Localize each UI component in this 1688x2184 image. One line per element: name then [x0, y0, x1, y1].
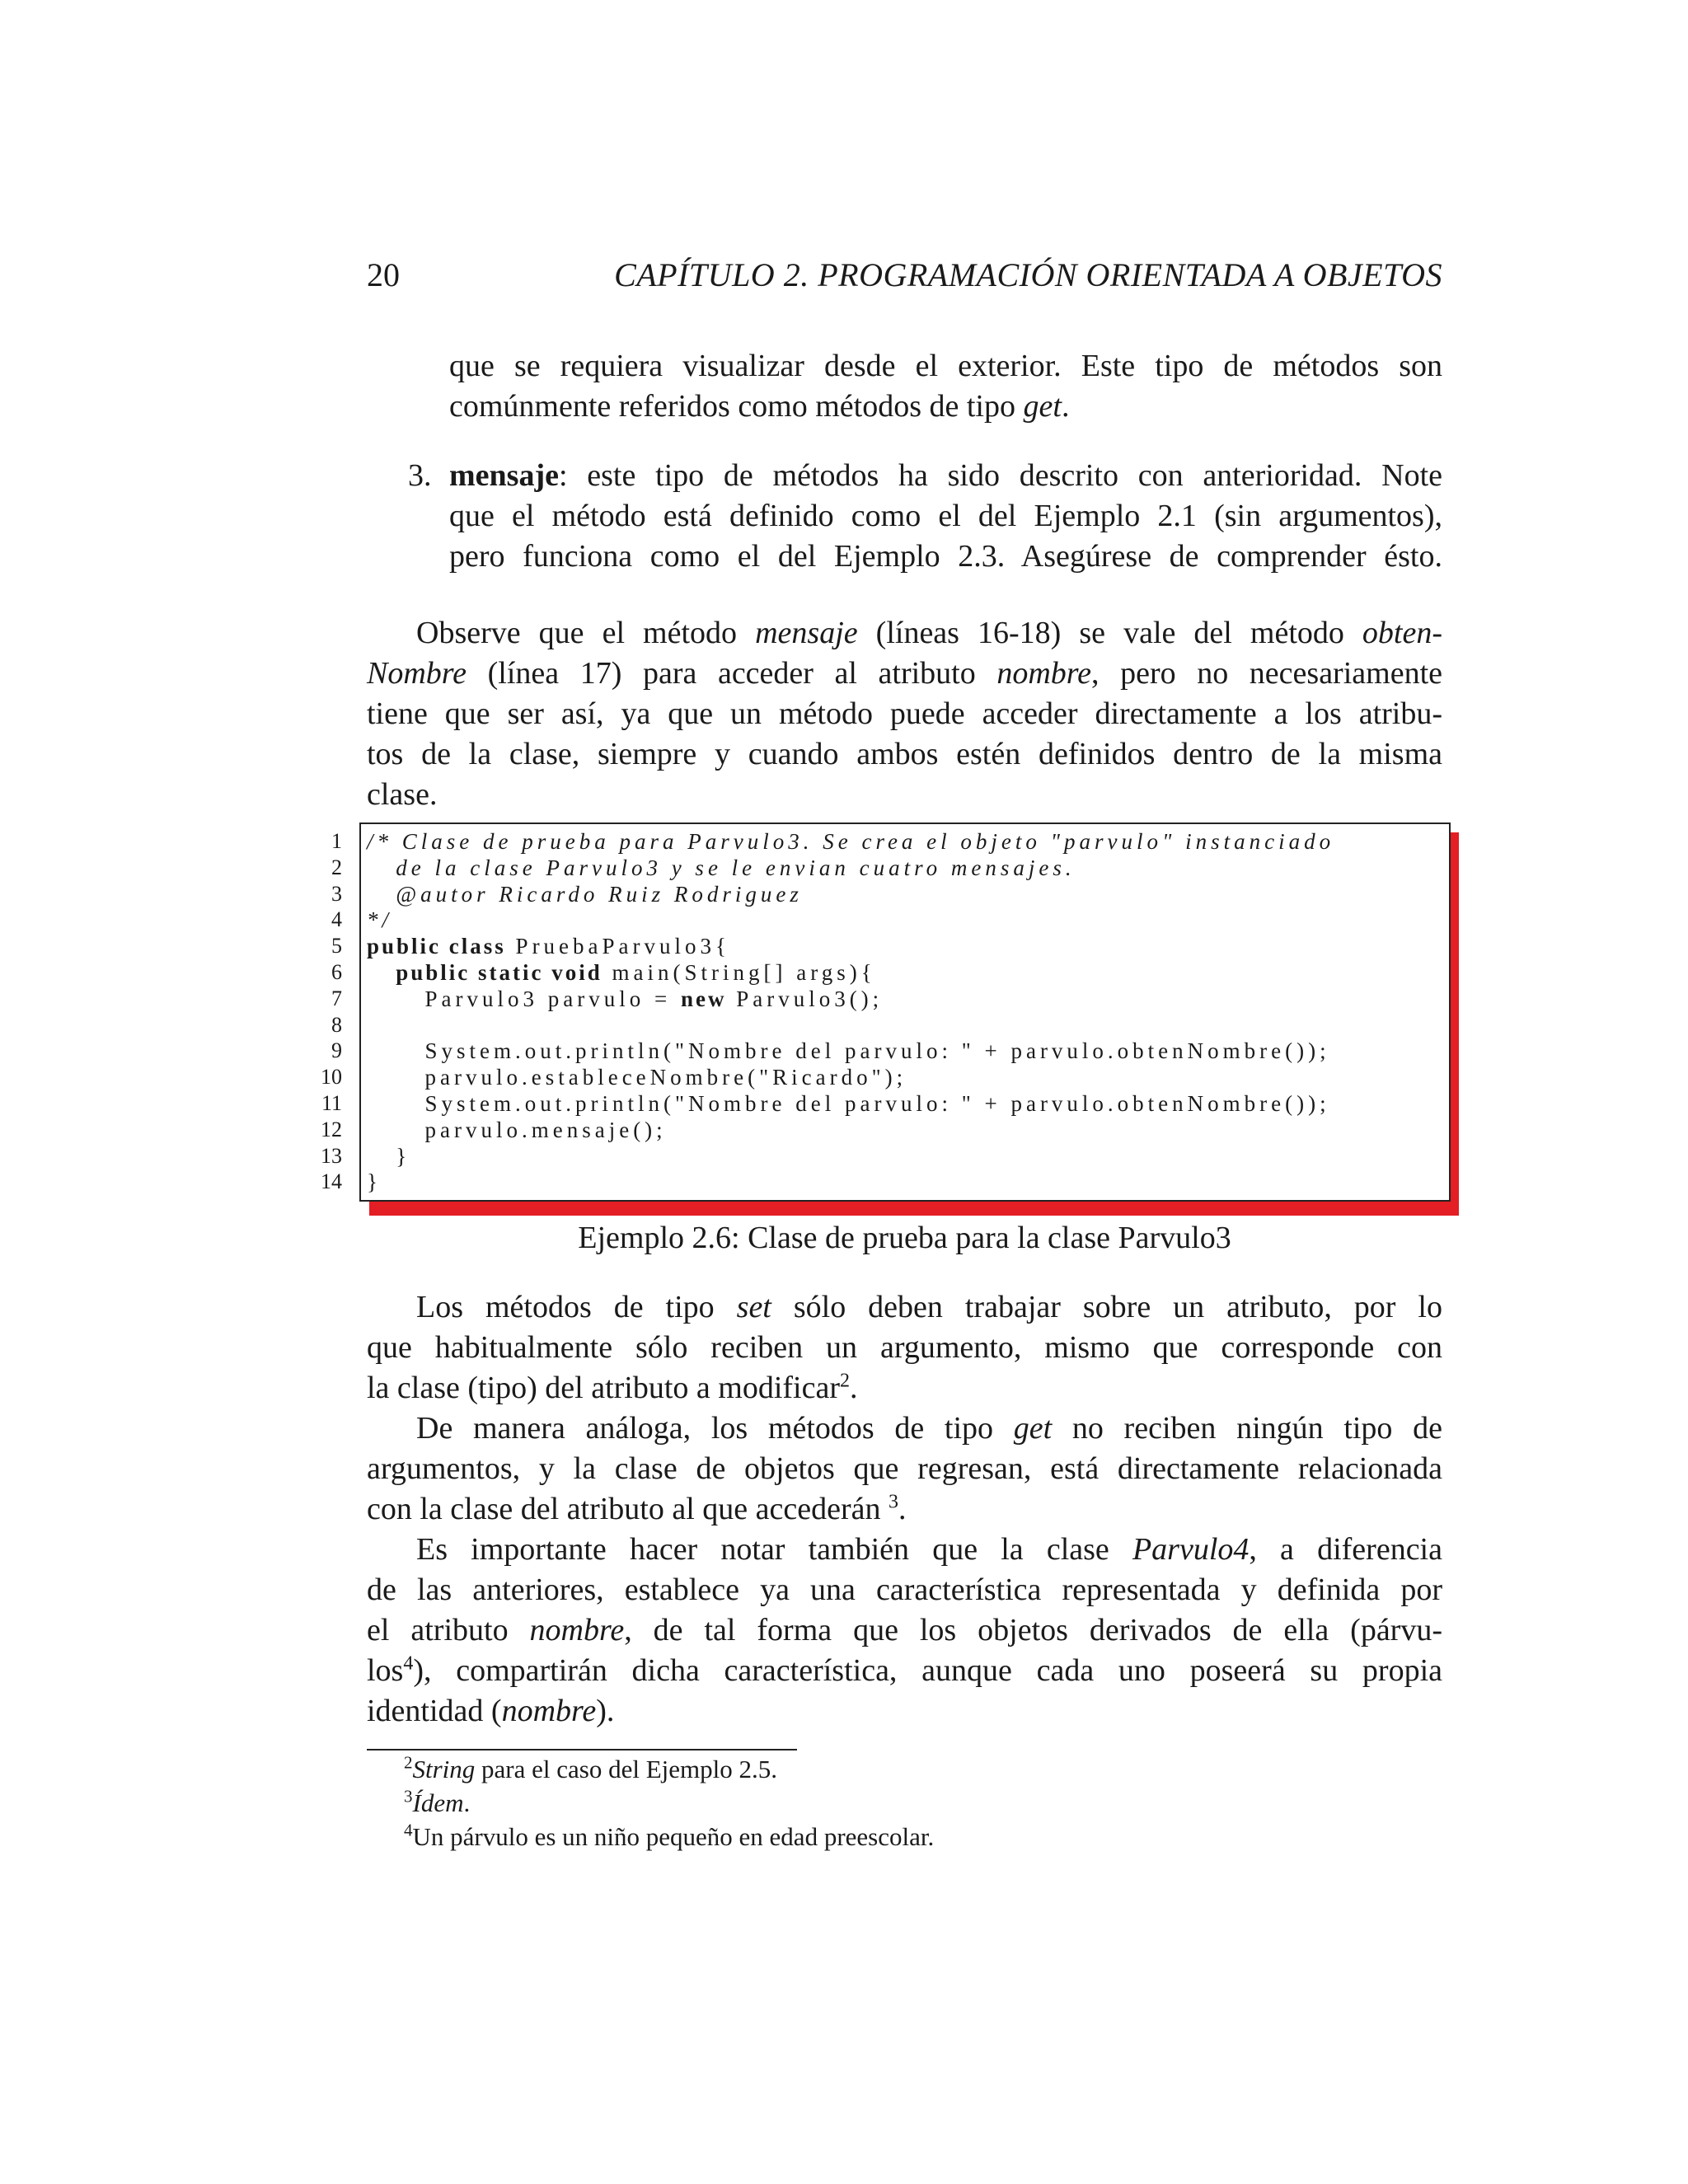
code-line: 6 public static void main(String[] args){	[367, 960, 1438, 987]
text-line: argumentos, y la clase de objetos que regresan, está directamente relacionada	[367, 1451, 1442, 1486]
list-number: 3.	[408, 458, 432, 493]
code-line: 2 de la clase Parvulo3 y se le envian cuatro mensajes.	[367, 855, 1438, 882]
paragraph-importante	[367, 1530, 1442, 1732]
line-number: 3	[331, 881, 342, 906]
text-line: que se requiera visualizar desde el exterior. Este tipo de métodos son	[449, 349, 1442, 383]
text-line: la clase (tipo) del atributo a modificar$^2$.	[367, 1370, 858, 1405]
text-line: Es importante hacer notar también que la clase Parvulo4, a diferencia	[416, 1532, 1442, 1567]
line-number: 6	[331, 959, 342, 984]
line-number: 12	[321, 1117, 342, 1141]
footnotes	[404, 1752, 1442, 1854]
code-line: 10 parvulo.estableceNombre("Ricardo");	[367, 1065, 1438, 1091]
line-number: 9	[331, 1038, 342, 1063]
text-line: tiene que ser así, ya que un método puede acceder directamente a los atribu-	[367, 696, 1442, 731]
code-line: 12 parvulo.mensaje();	[367, 1118, 1438, 1144]
code-line: 3 @autor Ricardo Ruiz Rodriguez	[367, 882, 1438, 908]
term: mensaje	[449, 458, 559, 493]
footnote: $^3$Ídem.	[404, 1786, 471, 1817]
code-line: 4 */	[367, 907, 1438, 934]
chapter-title: CAPÍTULO 2. PROGRAMACIÓN ORIENTADA A OBJETOS	[614, 256, 1442, 293]
code-line: 14 }	[367, 1169, 1438, 1196]
emphasis: get	[1023, 389, 1062, 424]
text-line: Nombre (línea 17) para acceder al atributo nombre, pero no necesariamente	[367, 656, 1442, 691]
line-number: 7	[331, 986, 342, 1010]
running-header	[367, 255, 1442, 297]
paragraph-get	[367, 1408, 1442, 1530]
listing-caption: Ejemplo 2.6: Clase de prueba para la clase Parvulo3	[578, 1221, 1231, 1255]
text-line: de las anteriores, establece ya una característica representada y definida por	[367, 1572, 1442, 1607]
text-line: De manera análoga, los métodos de tipo get no reciben ningún tipo de	[416, 1411, 1442, 1446]
paragraph-set	[367, 1287, 1442, 1408]
line-number: 5	[331, 934, 342, 958]
footnote: $^4$Un párvulo es un niño pequeño en edad preescolar.	[404, 1820, 935, 1851]
keyword: new	[680, 986, 727, 1011]
line-number: 2	[331, 855, 342, 879]
keyword: public static void	[396, 959, 603, 985]
text-line: que el método está definido como el del Ejemplo 2.1 (sin argumentos),	[449, 499, 1442, 533]
footnote-ref: 2	[840, 1370, 850, 1392]
line-number: 4	[331, 907, 342, 932]
line-number: 14	[321, 1169, 342, 1194]
text-line: el atributo nombre, de tal forma que los objetos derivados de ella (párvu-	[367, 1613, 1442, 1647]
body-text	[367, 1287, 1442, 1732]
line-number: 10	[321, 1065, 342, 1090]
footnote-ref: 3	[889, 1491, 898, 1513]
text-line: los$^4$), compartirán dicha característica, aunque cada uno poseerá su propia	[367, 1652, 1442, 1688]
code-line: 9 System.out.println("Nombre del parvulo: " + parvulo.obtenNombre());	[367, 1038, 1438, 1065]
footnote-rule	[367, 1749, 797, 1750]
text-line: que habitualmente sólo reciben un argumento, mismo que corresponde con	[367, 1330, 1442, 1365]
code-line: 1 /* Clase de prueba para Parvulo3. Se crea el objeto "parvulo" instanciado	[367, 829, 1438, 855]
text-line: Los métodos de tipo set sólo deben trabajar sobre un atributo, por lo	[416, 1290, 1442, 1324]
code-line: 11 System.out.println("Nombre del parvulo: " + parvulo.obtenNombre());	[367, 1091, 1438, 1118]
footnote-ref: 4	[403, 1652, 414, 1675]
code-line: 7 Parvulo3 parvulo = new Parvulo3();	[367, 987, 1438, 1013]
text-line: mensaje: este tipo de métodos ha sido descrito con anterioridad. Note	[449, 458, 1442, 493]
text-line: pero funciona como el del Ejemplo 2.3. Asegúrese de comprender ésto.	[449, 539, 1442, 574]
code-line	[331, 1012, 1438, 1039]
page-number: 20	[367, 256, 400, 293]
text-line: comúnmente referidos como métodos de tipo get.	[449, 389, 1070, 424]
paragraph-observe	[367, 613, 1442, 815]
line-number: 8	[331, 1012, 342, 1037]
keyword: public class	[367, 934, 506, 959]
footnote: $^2$String para el caso del Ejemplo 2.5.	[404, 1752, 777, 1783]
line-number: 1	[331, 829, 342, 853]
code-line: 5 public class PruebaParvulo3{	[367, 934, 1438, 960]
text-line: Observe que el método mensaje (líneas 16-18) se vale del método obten-	[416, 616, 1442, 650]
text-line: identidad (nombre).	[367, 1694, 615, 1728]
line-number: 11	[321, 1090, 342, 1115]
text-line: clase.	[367, 777, 438, 812]
list-item-2-continuation	[449, 346, 1442, 427]
text-line: con la clase del atributo al que accederán $^3$.	[367, 1491, 907, 1526]
text-line: tos de la clase, siempre y cuando ambos estén definidos dentro de la misma	[367, 737, 1442, 771]
line-number: 13	[321, 1143, 342, 1168]
code-line: 13 }	[367, 1144, 1438, 1170]
code-listing	[321, 829, 1438, 1196]
